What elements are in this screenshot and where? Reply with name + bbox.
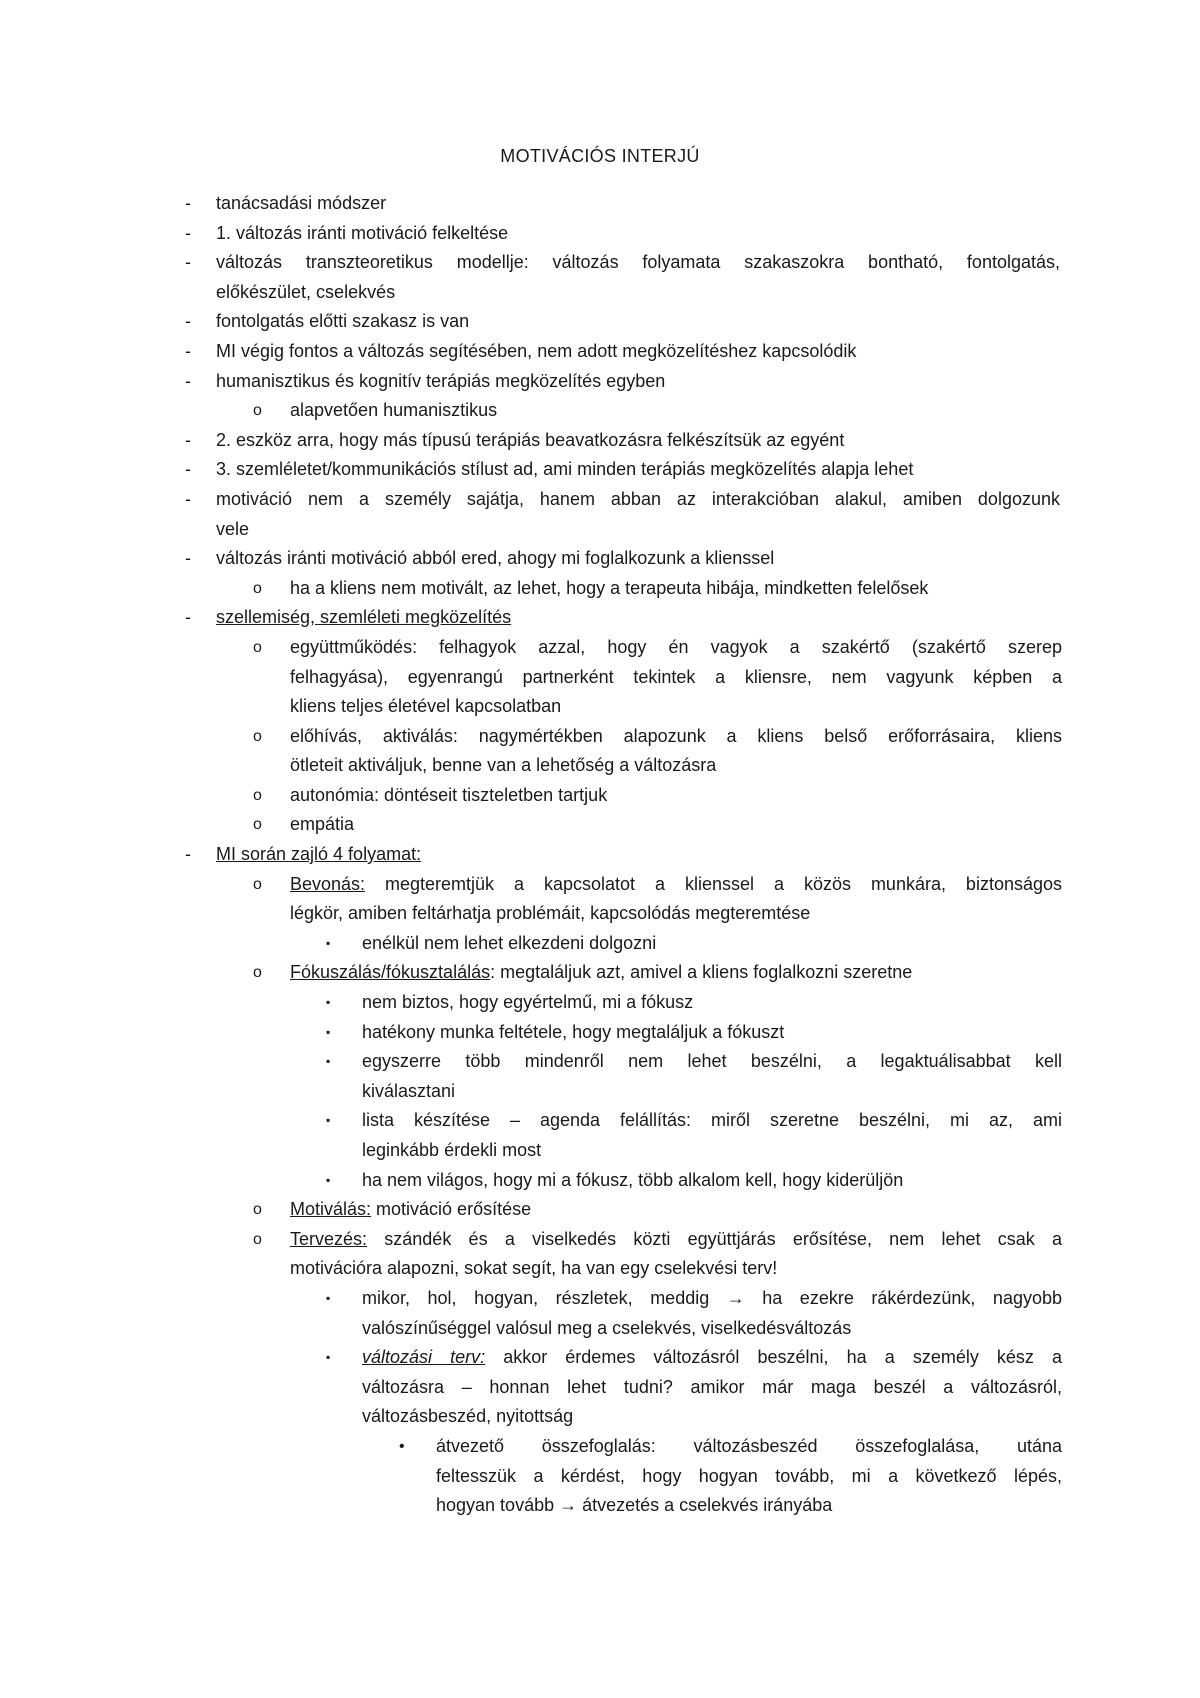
list-item-text: fontolgatás előtti szakasz is van — [216, 311, 470, 332]
list-item-text: változás iránti motiváció abból ered, ahogy mi foglalkozunk a klienssel — [216, 548, 775, 569]
list-item-text: valószínűséggel valósul meg a cselekvés, viselkedésváltozás — [362, 1317, 852, 1338]
list-item-text: leginkább érdekli most — [362, 1140, 542, 1160]
list-item-text: előhívás, aktiválás: nagymértékben alapozunk a kliens belső erőforrásaira, kliens — [290, 725, 1062, 746]
list-item-text: előkészület, cselekvés — [216, 281, 396, 302]
list-item-text: változásra – honnan lehet tudni? amikor már maga beszél a változásról, — [362, 1376, 1062, 1397]
list-item-text: változási terv: akkor érdemes változásról beszélni, ha a személy kész a — [362, 1347, 1063, 1368]
list-item — [0, 663, 1200, 693]
list-item-text: felhagyása), egyenrangú partnerként tekintek a kliensre, nem vagyunk képben a — [290, 666, 1062, 687]
list-item — [0, 515, 1200, 545]
list-item-text: tanácsadási módszer — [216, 193, 387, 213]
list-item — [0, 307, 1200, 337]
bullet-marker: - — [185, 429, 191, 450]
list-item — [0, 929, 1200, 959]
list-item — [0, 426, 1200, 456]
list-item-text: Fókuszálás/fókusztalálás: megtaláljuk azt, amivel a kliens foglalkozni szeretne — [290, 962, 913, 983]
list-item — [0, 219, 1200, 249]
list-item — [0, 1284, 1200, 1314]
bullet-marker: ▪ — [326, 1024, 331, 1039]
bullet-marker: o — [253, 1230, 262, 1248]
list-item-text: ha nem világos, hogy mi a fókusz, több alkalom kell, hogy kiderüljön — [362, 1169, 904, 1190]
list-item-text: enélkül nem lehet elkezdeni dolgozni — [362, 932, 657, 953]
bullet-marker: ▪ — [326, 1054, 331, 1069]
bullet-marker: - — [185, 548, 191, 569]
list-item — [0, 1077, 1200, 1107]
list-item — [0, 544, 1200, 574]
bullet-marker: o — [253, 1201, 262, 1219]
list-item-text: egyszerre több mindenről nem lehet beszélni, a legaktuálisabbat kell — [362, 1051, 1062, 1072]
list-item-text: alapvetően humanisztikus — [290, 400, 498, 421]
list-item-text: feltesszük a kérdést, hogy hogyan tovább, mi a következő lépés, — [436, 1465, 1062, 1486]
list-item — [0, 337, 1200, 367]
bullet-marker: o — [253, 875, 262, 893]
bullet-marker: ▪ — [326, 1172, 331, 1187]
bullet-marker: - — [185, 252, 191, 273]
list-item-text: ötleteit aktiváljuk, benne van a lehetőség a változásra — [290, 755, 717, 776]
list-item — [0, 751, 1200, 781]
bullet-marker: o — [253, 786, 262, 804]
list-item-text: 2. eszköz arra, hogy más típusú terápiás beavatkozásra felkészítsük az egyént — [216, 429, 845, 450]
bullet-marker: - — [185, 193, 191, 213]
list-item-text: Bevonás: megteremtjük a kapcsolatot a klienssel a közös munkára, biztonságos — [290, 873, 1062, 894]
list-item-text: átvezető összefoglalás: változásbeszéd összefoglalása, utána — [436, 1435, 1062, 1456]
list-item-text: MI végig fontos a változás segítésében, nem adott megközelítéshez kapcsolódik — [216, 340, 857, 361]
list-item-text: mikor, hol, hogyan, részletek, meddig → ha ezekre rákérdezünk, nagyobb — [362, 1287, 1062, 1308]
list-item — [0, 633, 1200, 663]
list-item-text: empátia — [290, 814, 355, 835]
list-item — [0, 810, 1200, 840]
list-item-text: hogyan tovább → átvezetés a cselekvés irányába — [436, 1495, 833, 1516]
list-item — [0, 1106, 1200, 1136]
list-item-heading: Tervezés: — [290, 1228, 368, 1249]
list-item — [0, 870, 1200, 900]
page-title: MOTIVÁCIÓS INTERJÚ — [500, 146, 700, 166]
list-item-text: MI során zajló 4 folyamat: — [216, 844, 422, 865]
bullet-marker: - — [185, 459, 191, 480]
bullet-marker: o — [253, 964, 262, 982]
list-item-text: motivációra alapozni, sokat segít, ha van egy cselekvési terv! — [290, 1258, 778, 1279]
list-item — [0, 1402, 1200, 1432]
list-item-text: hatékony munka feltétele, hogy megtaláljuk a fókuszt — [362, 1021, 785, 1042]
bullet-marker: ▪ — [326, 995, 331, 1010]
bullet-marker: ▪ — [326, 1290, 331, 1305]
list-item-text: kliens teljes életével kapcsolatban — [290, 696, 562, 717]
bullet-marker: ▪ — [326, 935, 331, 950]
list-item-text: vele — [216, 518, 250, 539]
list-item — [0, 367, 1200, 397]
list-item-text: légkör, amiben feltárhatja problémáit, kapcsolódás megteremtése — [290, 903, 811, 924]
bullet-marker: - — [185, 607, 191, 628]
bullet-list — [0, 189, 1200, 1521]
list-item-text: humanisztikus és kognitív terápiás megközelítés egyben — [216, 370, 666, 391]
list-item — [0, 485, 1200, 515]
list-item — [0, 1136, 1200, 1166]
bullet-marker: - — [185, 222, 191, 243]
bullet-marker: o — [253, 579, 262, 597]
list-item — [0, 1373, 1200, 1403]
list-item-heading: változási terv: — [362, 1347, 486, 1368]
list-item — [0, 189, 1200, 219]
list-item-text: kiválasztani — [362, 1080, 456, 1101]
list-item-text: motiváció nem a személy sajátja, hanem abban az interakcióban alakul, amiben dolgozunk — [216, 488, 1060, 509]
list-item-text: Tervezés: szándék és a viselkedés közti együttjárás erősítése, nem lehet csak a — [290, 1228, 1062, 1249]
list-item — [0, 248, 1200, 278]
list-item — [0, 781, 1200, 811]
list-item — [0, 278, 1200, 308]
list-item-text: nem biztos, hogy egyértelmű, mi a fókusz — [362, 992, 694, 1013]
list-item-text: változásbeszéd, nyitottság — [362, 1406, 574, 1427]
bullet-marker: • — [399, 1437, 405, 1455]
list-item — [0, 1047, 1200, 1077]
bullet-marker: - — [185, 370, 191, 391]
list-item-text: lista készítése – agenda felállítás: miről szeretne beszélni, mi az, ami — [362, 1110, 1062, 1131]
list-item-text: Motiválás: motiváció erősítése — [290, 1199, 532, 1220]
list-item — [0, 396, 1200, 426]
list-item — [0, 958, 1200, 988]
list-item — [0, 722, 1200, 752]
list-item — [0, 1491, 1200, 1521]
list-item-text: 3. szemléletet/kommunikációs stílust ad, ami minden terápiás megközelítés alapja lehet — [216, 459, 914, 480]
bullet-marker: ▪ — [326, 1113, 331, 1128]
list-item-text: ha a kliens nem motivált, az lehet, hogy a terapeuta hibája, mindketten felelősek — [290, 577, 929, 598]
list-item-heading: Bevonás: — [290, 873, 366, 894]
list-item — [0, 1343, 1200, 1373]
list-item — [0, 455, 1200, 485]
list-item — [0, 1462, 1200, 1492]
list-item-text: együttműködés: felhagyok azzal, hogy én vagyok a szakértő (szakértő szerep — [290, 636, 1062, 657]
list-item — [0, 988, 1200, 1018]
list-item — [0, 1254, 1200, 1284]
bullet-marker: o — [253, 638, 262, 656]
list-item — [0, 840, 1200, 870]
bullet-marker: o — [253, 402, 262, 420]
list-item — [0, 1432, 1200, 1462]
bullet-marker: ▪ — [326, 1350, 331, 1365]
list-item — [0, 1018, 1200, 1048]
list-item — [0, 1166, 1200, 1196]
list-item-text: szellemiség, szemléleti megközelítés — [216, 607, 512, 628]
list-item — [0, 692, 1200, 722]
bullet-marker: o — [253, 816, 262, 834]
list-item-heading: Motiválás: — [290, 1199, 372, 1220]
list-item — [0, 1225, 1200, 1255]
list-item — [0, 899, 1200, 929]
list-item — [0, 574, 1200, 604]
list-item — [0, 603, 1200, 633]
list-item-text: 1. változás iránti motiváció felkeltése — [216, 222, 509, 243]
bullet-marker: - — [185, 844, 191, 865]
list-item-heading: Fókuszálás/fókusztalálás — [290, 962, 491, 983]
bullet-marker: o — [253, 727, 262, 745]
list-item — [0, 1314, 1200, 1344]
bullet-marker: - — [185, 311, 191, 332]
list-item-text: autonómia: döntéseit tiszteletben tartjuk — [290, 784, 608, 805]
list-item-text: változás transzteoretikus modellje: változás folyamata szakaszokra bontható, fontolgatás, — [216, 252, 1060, 273]
bullet-marker: - — [185, 340, 191, 361]
bullet-marker: - — [185, 488, 191, 509]
list-item — [0, 1195, 1200, 1225]
